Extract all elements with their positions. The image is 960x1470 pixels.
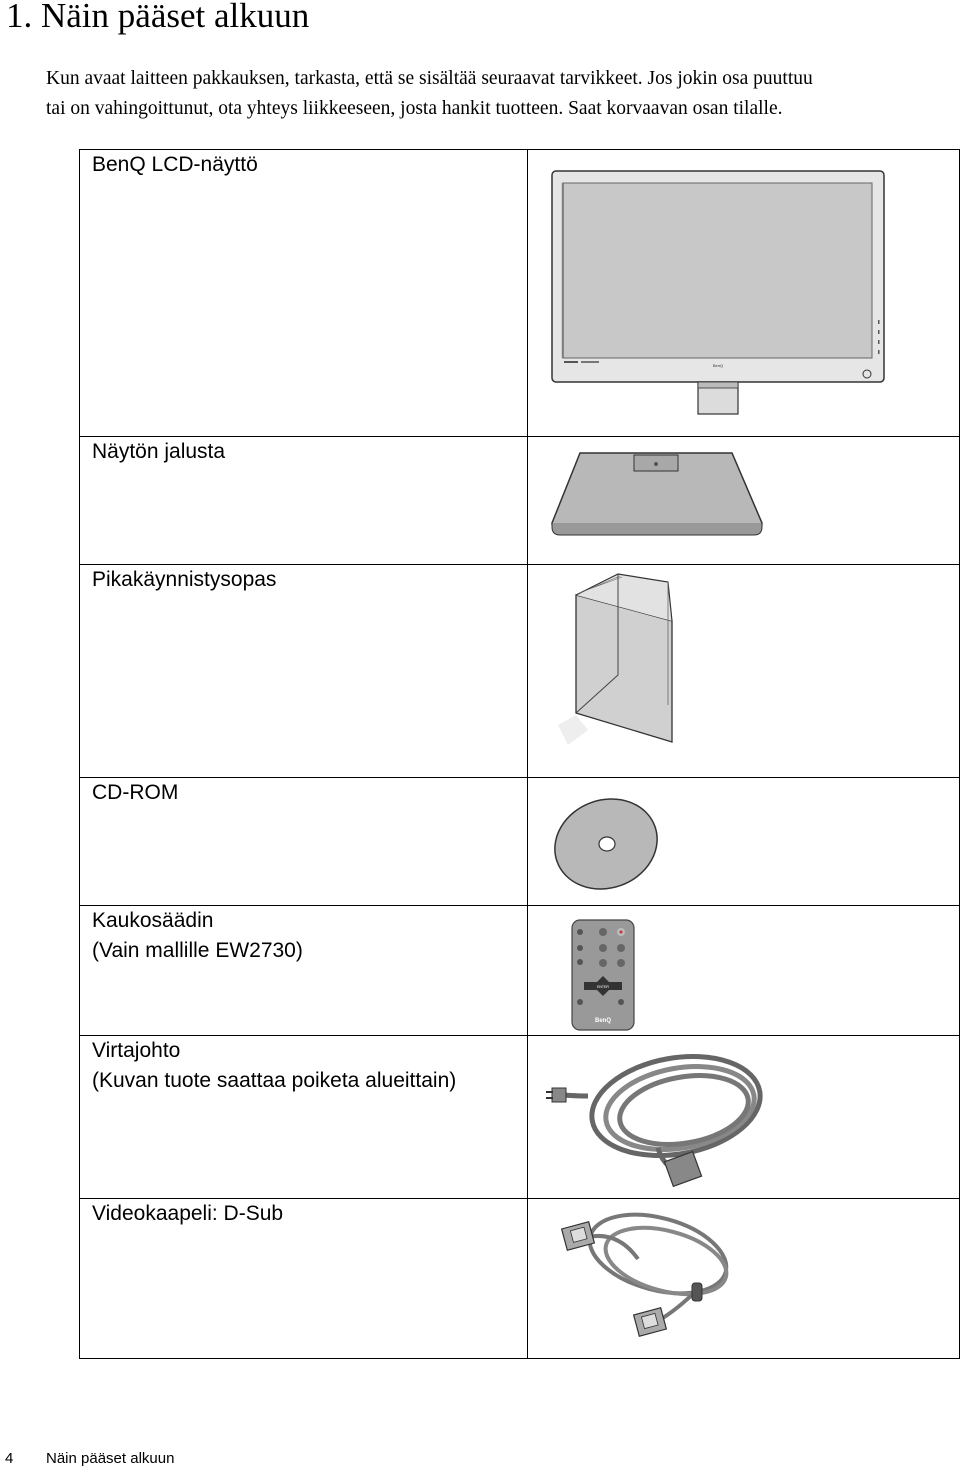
package-contents-table	[79, 149, 960, 1359]
table-row	[80, 437, 960, 565]
dsub-cable-icon	[528, 1199, 960, 1359]
power-cord-icon	[528, 1036, 960, 1199]
remote-control-icon	[528, 906, 960, 1036]
table-row	[80, 150, 960, 437]
monitor-base-icon	[528, 437, 960, 565]
intro-line: tai on vahingoittunut, ota yhteys liikkeeseen, josta hankit tuotteen. Saat korvaavan osan tilalle.	[46, 98, 783, 119]
item-image-cell	[528, 1036, 960, 1199]
item-image-cell	[528, 778, 960, 906]
item-label: BenQ LCD-näyttö	[92, 153, 258, 176]
table-row	[80, 778, 960, 906]
item-image-cell	[528, 1199, 960, 1359]
item-image-cell	[528, 437, 960, 565]
item-label: Kaukosäädin	[92, 909, 214, 932]
item-label-cell	[80, 1036, 528, 1199]
table-row	[80, 1036, 960, 1199]
item-label: (Kuvan tuote saattaa poiketa alueittain)	[92, 1069, 457, 1092]
item-image-cell	[528, 565, 960, 778]
footer-section-title: Näin pääset alkuun	[46, 1450, 175, 1467]
remote-brand-text: BenQ	[594, 1018, 612, 1024]
item-label-cell	[80, 150, 528, 437]
item-label: Näytön jalusta	[92, 440, 226, 463]
table-row	[80, 565, 960, 778]
item-label: Virtajohto	[92, 1039, 181, 1062]
item-label-cell	[80, 437, 528, 565]
item-label-cell	[80, 906, 528, 1036]
table-row	[80, 906, 960, 1036]
item-label-cell	[80, 778, 528, 906]
item-image-cell	[528, 150, 960, 437]
item-label: Pikakäynnistysopas	[92, 568, 277, 591]
lcd-monitor-icon	[528, 150, 960, 437]
remote-enter-text: ENTER	[597, 985, 609, 989]
monitor-brand-text: BenQ	[712, 363, 724, 368]
page-title: 1. Näin pääset alkuun	[6, 0, 310, 35]
intro-paragraph	[46, 64, 946, 124]
item-label-cell	[80, 565, 528, 778]
intro-line: Kun avaat laitteen pakkauksen, tarkasta, että se sisältää seuraavat tarvikkeet. Jos jokin osa puuttuu	[46, 68, 813, 89]
page-footer	[0, 1446, 960, 1470]
page-number: 4	[5, 1450, 14, 1467]
item-image-cell	[528, 906, 960, 1036]
item-label: Videokaapeli: D-Sub	[92, 1202, 284, 1225]
table-row	[80, 1199, 960, 1359]
quick-start-guide-icon	[528, 565, 960, 778]
cd-rom-icon	[528, 778, 960, 906]
item-label-cell	[80, 1199, 528, 1359]
item-label: CD-ROM	[92, 781, 179, 804]
item-label: (Vain mallille EW2730)	[92, 939, 303, 962]
